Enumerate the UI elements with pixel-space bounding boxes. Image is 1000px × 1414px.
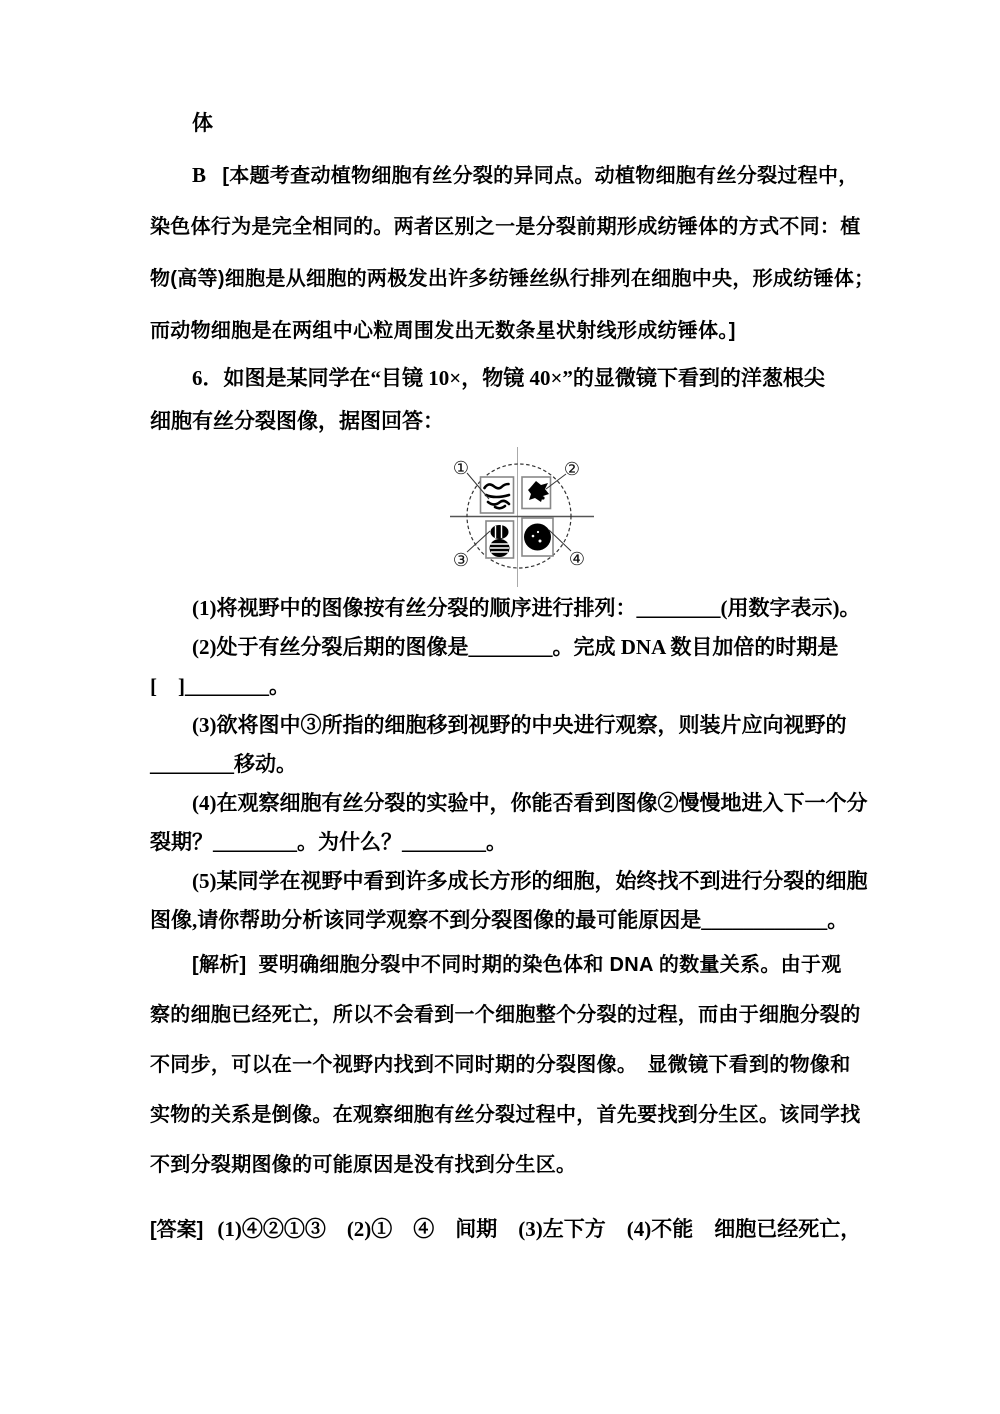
- analysis-text-1: 要明确细胞分裂中不同时期的染色体和 DNA 的数量关系。由于观: [258, 954, 842, 976]
- b-answer-line-2: 染色体行为是完全相同的。两者区别之一是分裂前期形成纺锤体的方式不同：植: [150, 216, 861, 238]
- question6-line-2: 细胞有丝分裂图像，据图回答：: [150, 409, 444, 433]
- subquestion-2-line-2: [ ]________。: [150, 674, 290, 698]
- subquestion-5-line-1: (5)某同学在视野中看到许多成长方形的细胞，始终找不到进行分裂的细胞: [192, 869, 868, 893]
- cell-label-3: ③: [452, 550, 470, 570]
- analysis-line-3: 不同步，可以在一个视野内找到不同时期的分裂图像。 显微镜下看到的物像和: [150, 1054, 851, 1076]
- analysis-label: [解析]: [192, 954, 247, 976]
- cell-label-1: ①: [452, 458, 470, 478]
- answer-text: (1)④②①③ (2)① ④ 间期 (3)左下方 (4)不能 细胞已经死亡，: [217, 1217, 862, 1241]
- cell-2-speck: [541, 496, 544, 499]
- microscope-view-svg: [438, 443, 602, 589]
- subquestion-5-line-2: 图像,请你帮助分析该同学观察不到分裂图像的最可能原因是____________。: [150, 908, 849, 932]
- page-content: [150, 97, 875, 1254]
- subquestion-2-line-1: (2)处于有丝分裂后期的图像是________。完成 DNA 数目加倍的时期是: [192, 635, 839, 659]
- subquestion-1-line-1: (1)将视野中的图像按有丝分裂的顺序进行排列：________(用数字表示)。: [192, 596, 861, 620]
- analysis-line-5: 不到分裂期图像的可能原因是没有找到分生区。: [150, 1154, 577, 1176]
- answer-choice-label: B: [192, 163, 207, 187]
- cell-label-4: ④: [568, 549, 586, 569]
- answer-line: [150, 1204, 862, 1254]
- subquestion-3-line-1: (3)欲将图中③所指的细胞移到视野的中央进行观察，则装片应向视野的: [192, 713, 847, 737]
- b-answer-line-1: [150, 149, 862, 201]
- microscope-figure: [150, 443, 862, 589]
- answer-label: [答案]: [150, 1219, 204, 1241]
- b-answer-text-1: [本题考查动植物细胞有丝分裂的异同点。动植物细胞有丝分裂过程中，: [222, 165, 859, 187]
- subquestion-4-line-1: (4)在观察细胞有丝分裂的实验中，你能否看到图像②慢慢地进入下一个分: [192, 791, 868, 815]
- b-answer-line-3: 物(高等)细胞是从细胞的两极发出许多纺锤丝纵行排列在细胞中央，形成纺锤体；: [150, 268, 875, 290]
- question6-line-1: 6．如图是某同学在“目镜 10×，物镜 40×”的显微镜下看到的洋葱根尖: [192, 366, 825, 390]
- analysis-line-1: [150, 940, 862, 990]
- cell-label-2: ②: [563, 459, 581, 479]
- subquestion-4-line-2: 裂期？________。为什么？________。: [150, 830, 507, 854]
- b-answer-line-4: 而动物细胞是在两组中心粒周围发出无数条星状射线形成纺锤体。]: [150, 320, 736, 342]
- cell-4-nucleus: [524, 524, 551, 551]
- carryover-line: 体: [192, 111, 213, 135]
- subquestion-3-line-2: ________移动。: [150, 752, 297, 776]
- analysis-line-4: 实物的关系是倒像。在观察细胞有丝分裂过程中，首先要找到分生区。该同学找: [150, 1104, 861, 1126]
- analysis-line-2: 察的细胞已经死亡，所以不会看到一个细胞整个分裂的过程，而由于细胞分裂的: [150, 1004, 861, 1026]
